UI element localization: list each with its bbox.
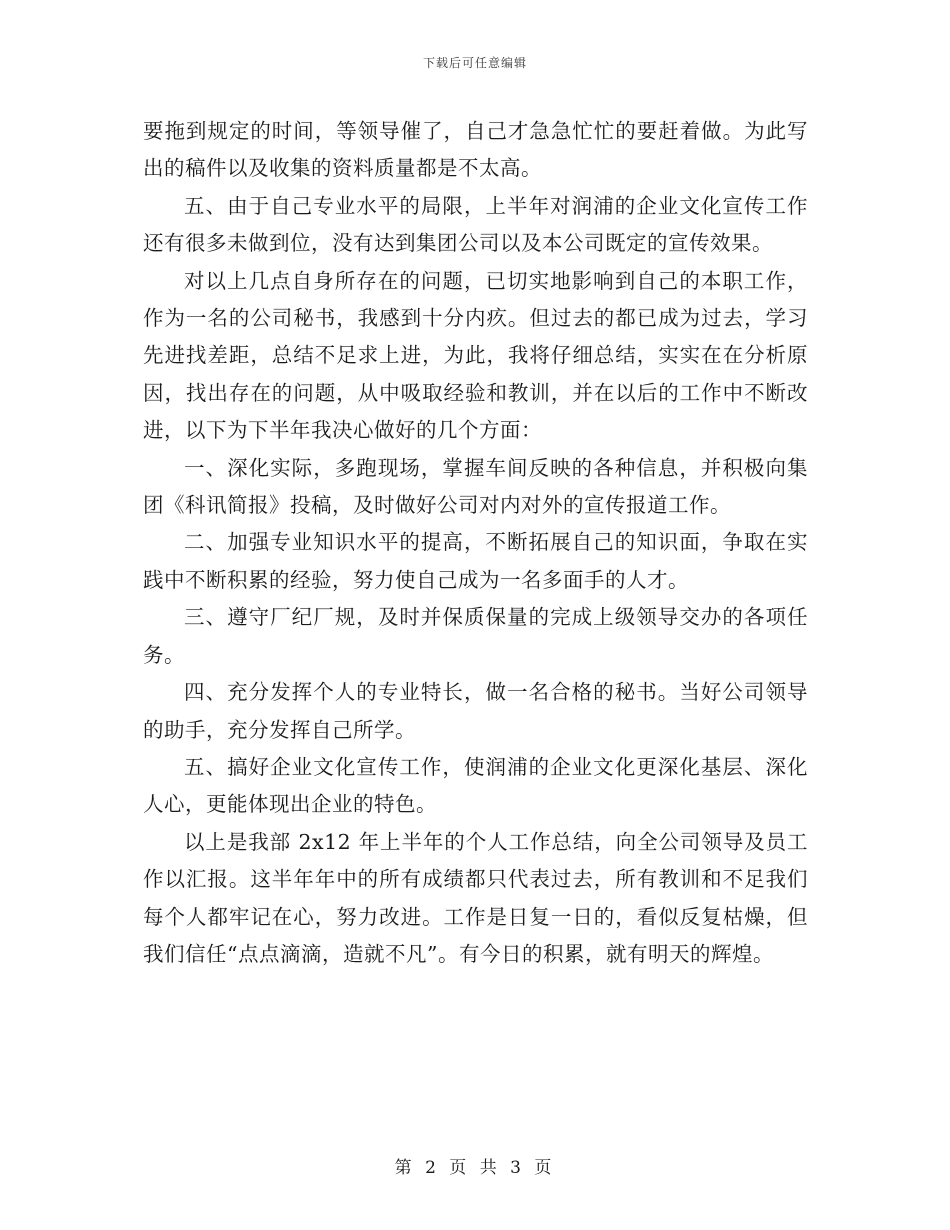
paragraph: 五、搞好企业文化宣传工作，使润浦的企业文化更深化基层、深化人心，更能体现出企业的特色。 <box>143 754 808 817</box>
paragraph: 以上是我部 2x12 年上半年的个人工作总结，向全公司领导及员工作以汇报。这半年年中的所有成绩都只代表过去，所有教训和不足我们每个人都牢记在心，努力改进。工作是日复一日的，看似反复枯燥，但我们信任“点点滴滴，造就不凡”。有今日的积累，就有明天的辉煌。 <box>143 829 808 966</box>
paragraph: 对以上几点自身所存在的问题，已切实地影响到自己的本职工作，作为一名的公司秘书，我感到十分内疚。但过去的都已成为过去，学习先进找差距，总结不足求上进，为此，我将仔细总结，实实在在分析原因，找出存在的问题，从中吸取经验和教训，并在以后的工作中不断改进，以下为下半年我决心做好的几个方面： <box>143 268 808 443</box>
page-footer <box>0 1153 950 1178</box>
header-text: 下载后可任意编辑 <box>422 56 527 70</box>
paragraph: 五、由于自己专业水平的局限，上半年对润浦的企业文化宣传工作还有很多未做到位，没有达到集团公司以及本公司既定的宣传效果。 <box>143 193 808 256</box>
document-body <box>143 113 808 973</box>
paragraph: 二、加强专业知识水平的提高，不断拓展自己的知识面，争取在实践中不断积累的经验，努力使自己成为一名多面手的人才。 <box>143 530 808 592</box>
paragraph: 一、深化实际，多跑现场，掌握车间反映的各种信息，并积极向集团《科讯简报》投稿，及时做好公司对内对外的宣传报道工作。 <box>143 455 808 518</box>
paragraph: 三、遵守厂纪厂规，及时并保质保量的完成上级领导交办的各项任务。 <box>143 605 808 667</box>
paragraph: 要拖到规定的时间，等领导催了，自己才急急忙忙的要赶着做。为此写出的稿件以及收集的资料质量都是不太高。 <box>143 119 808 181</box>
page-header <box>0 54 950 71</box>
paragraph: 四、充分发挥个人的专业特长，做一名合格的秘书。当好公司领导的助手，充分发挥自己所学。 <box>143 680 808 742</box>
page-number: 第 2 页 共 3 页 <box>394 1158 556 1178</box>
